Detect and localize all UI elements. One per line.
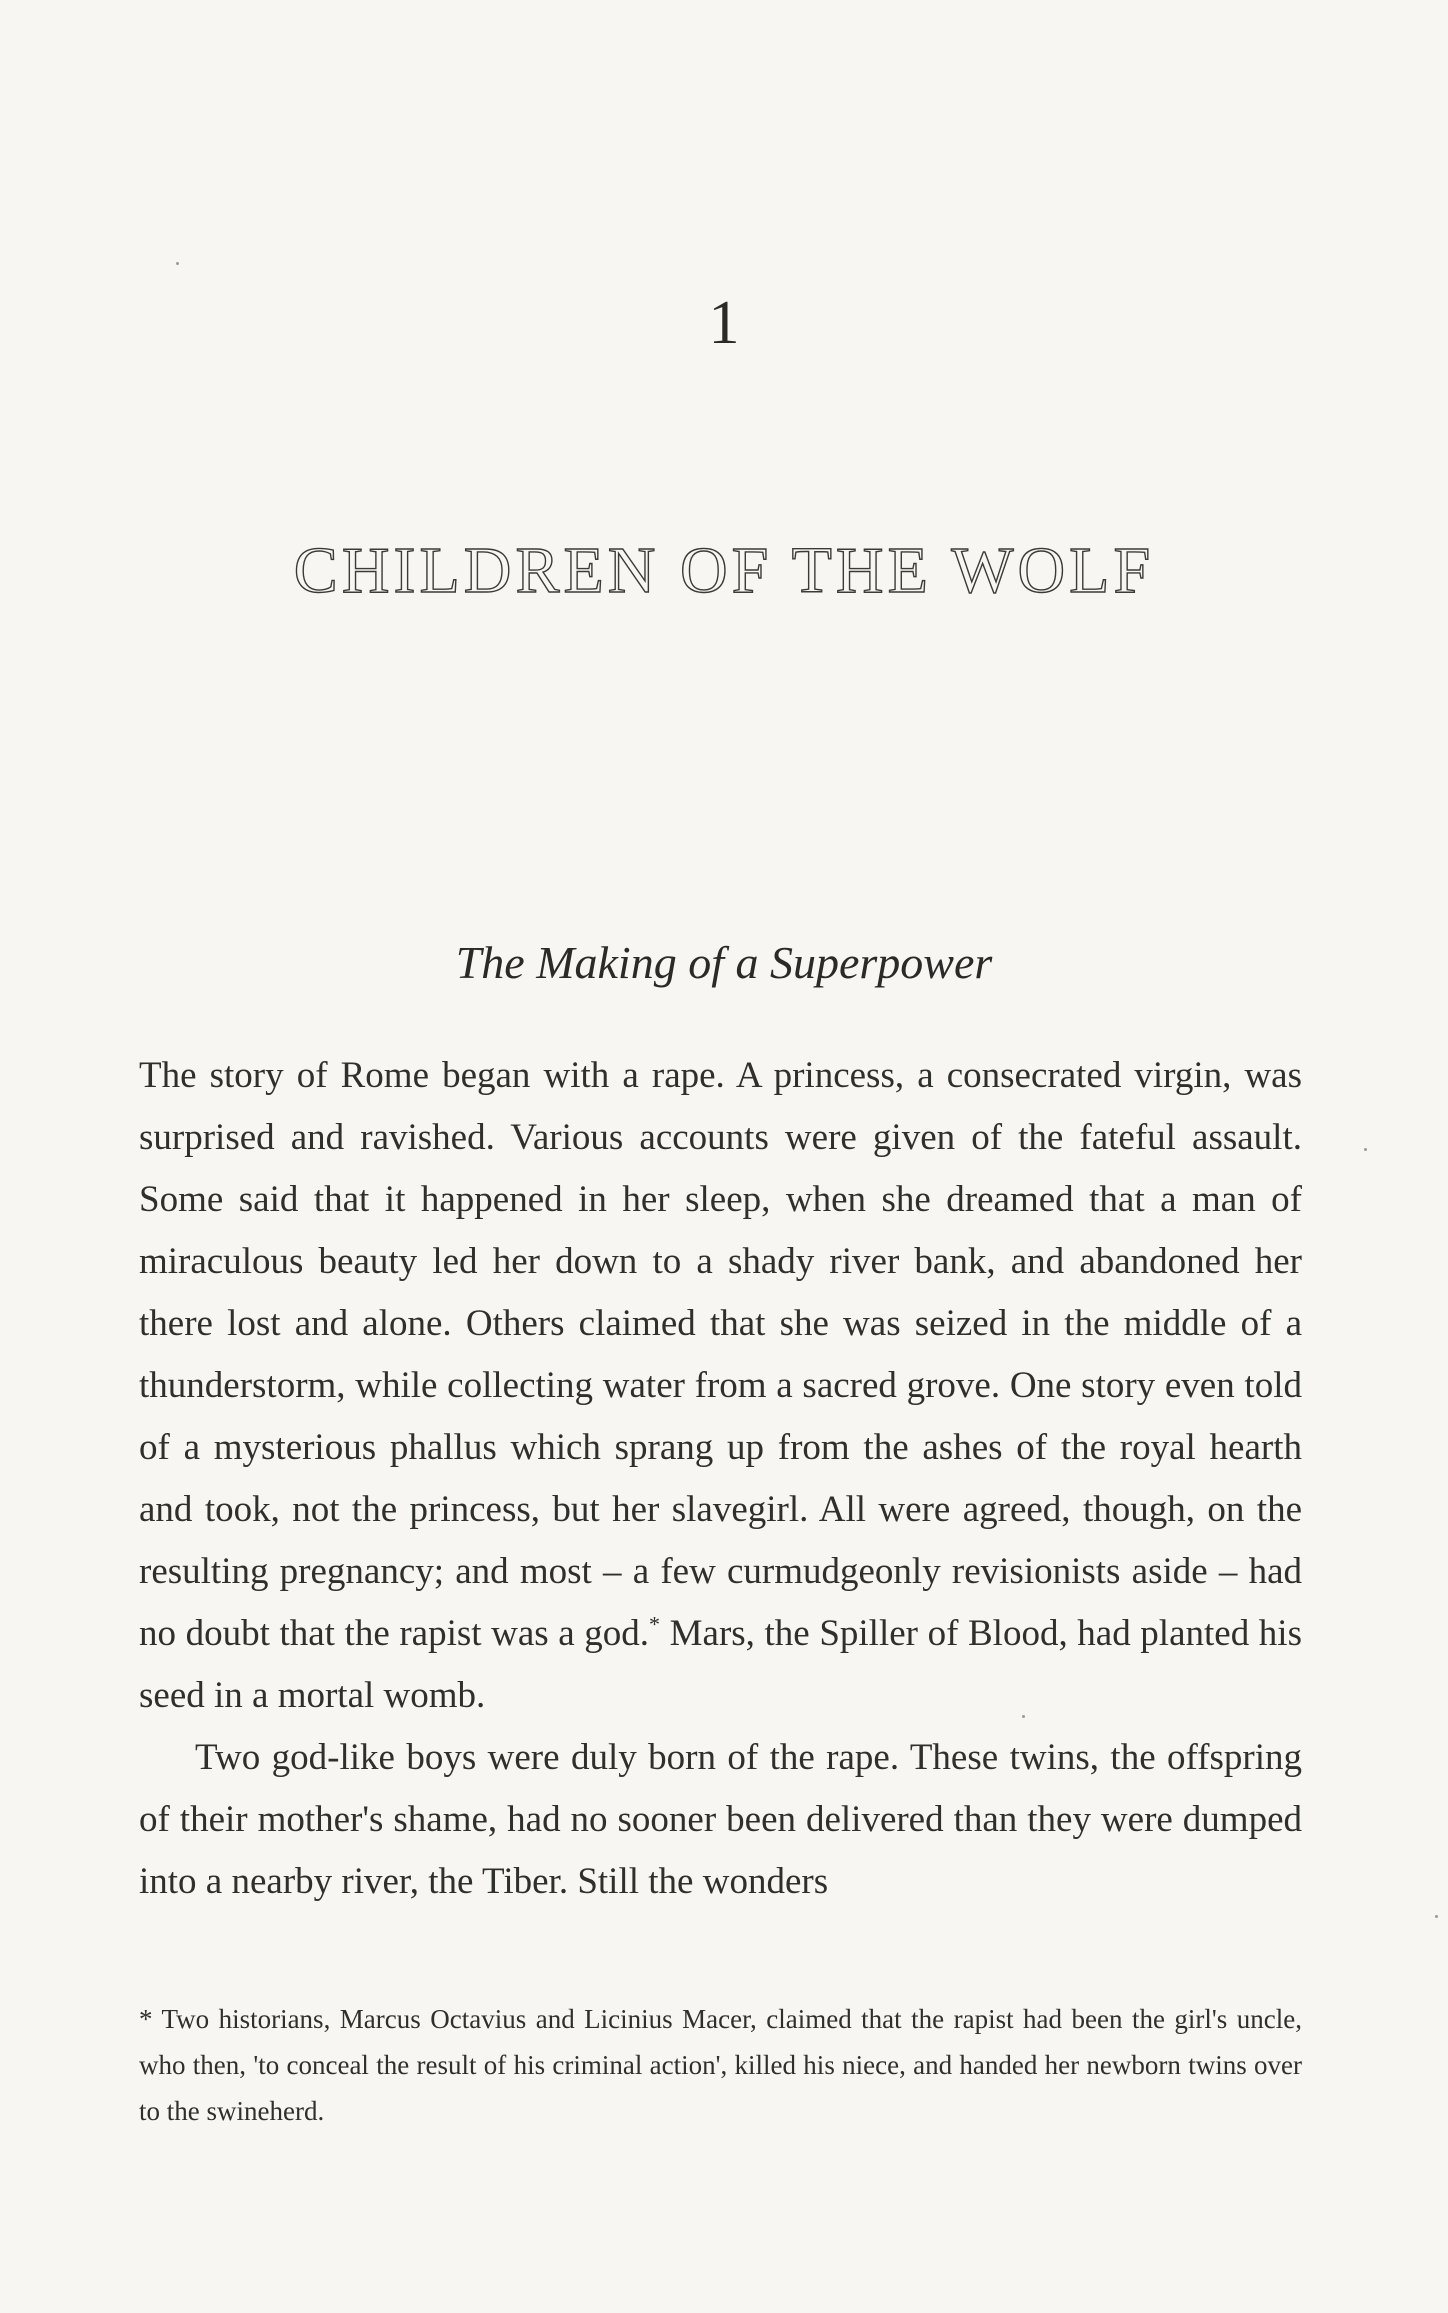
paragraph-1	[139, 1045, 1302, 1727]
scan-speck	[1435, 1915, 1438, 1918]
scan-speck	[1022, 1715, 1025, 1718]
footnote-text: * Two historians, Marcus Octavius and Licinius Macer, claimed that the rapist had been the girl's uncle, who then, 'to conceal the result of his criminal action', killed his niece, and handed her newborn twins over to the swineherd.	[139, 2004, 1302, 2126]
chapter-title: CHILDREN OF THE WOLF	[293, 534, 1155, 607]
section-title: The Making of a Superpower	[455, 937, 993, 988]
body-text	[139, 1045, 1302, 1913]
footnote-marker: *	[649, 1611, 661, 1637]
paragraph-1-text: The story of Rome began with a rape. A princess, a consecrated virgin, was surprised and ravished. Various accounts were given of the fateful assault. Some said that it happened in her sleep, when she dreamed that a man of miraculous beauty led her down to a shady river bank, and abandoned her there lost and alone. Others claimed that she was seized in the middle of a thunderstorm, while collecting water from a sacred grove. One story even told of a mysterious phallus which sprang up from the ashes of the royal hearth and took, not the princess, but her slavegirl. All were agreed, though, on the resulting pregnancy; and most – a few curmudgeonly revisionists aside – had no doubt that the rapist was a god.	[139, 1055, 1302, 1654]
chapter-number: 1	[708, 289, 740, 357]
scan-speck	[1364, 1148, 1367, 1151]
scan-speck	[176, 262, 179, 265]
paragraph-2: Two god-like boys were duly born of the rape. These twins, the offspring of their mother's shame, had no sooner been delivered than they were dumped into a nearby river, the Tiber. Still the wonders	[139, 1737, 1302, 1902]
footnote	[139, 1996, 1302, 2134]
paragraph-1-text-continued: Mars, the Spiller of Blood, had planted his seed in a mortal womb.	[139, 1613, 1302, 1716]
